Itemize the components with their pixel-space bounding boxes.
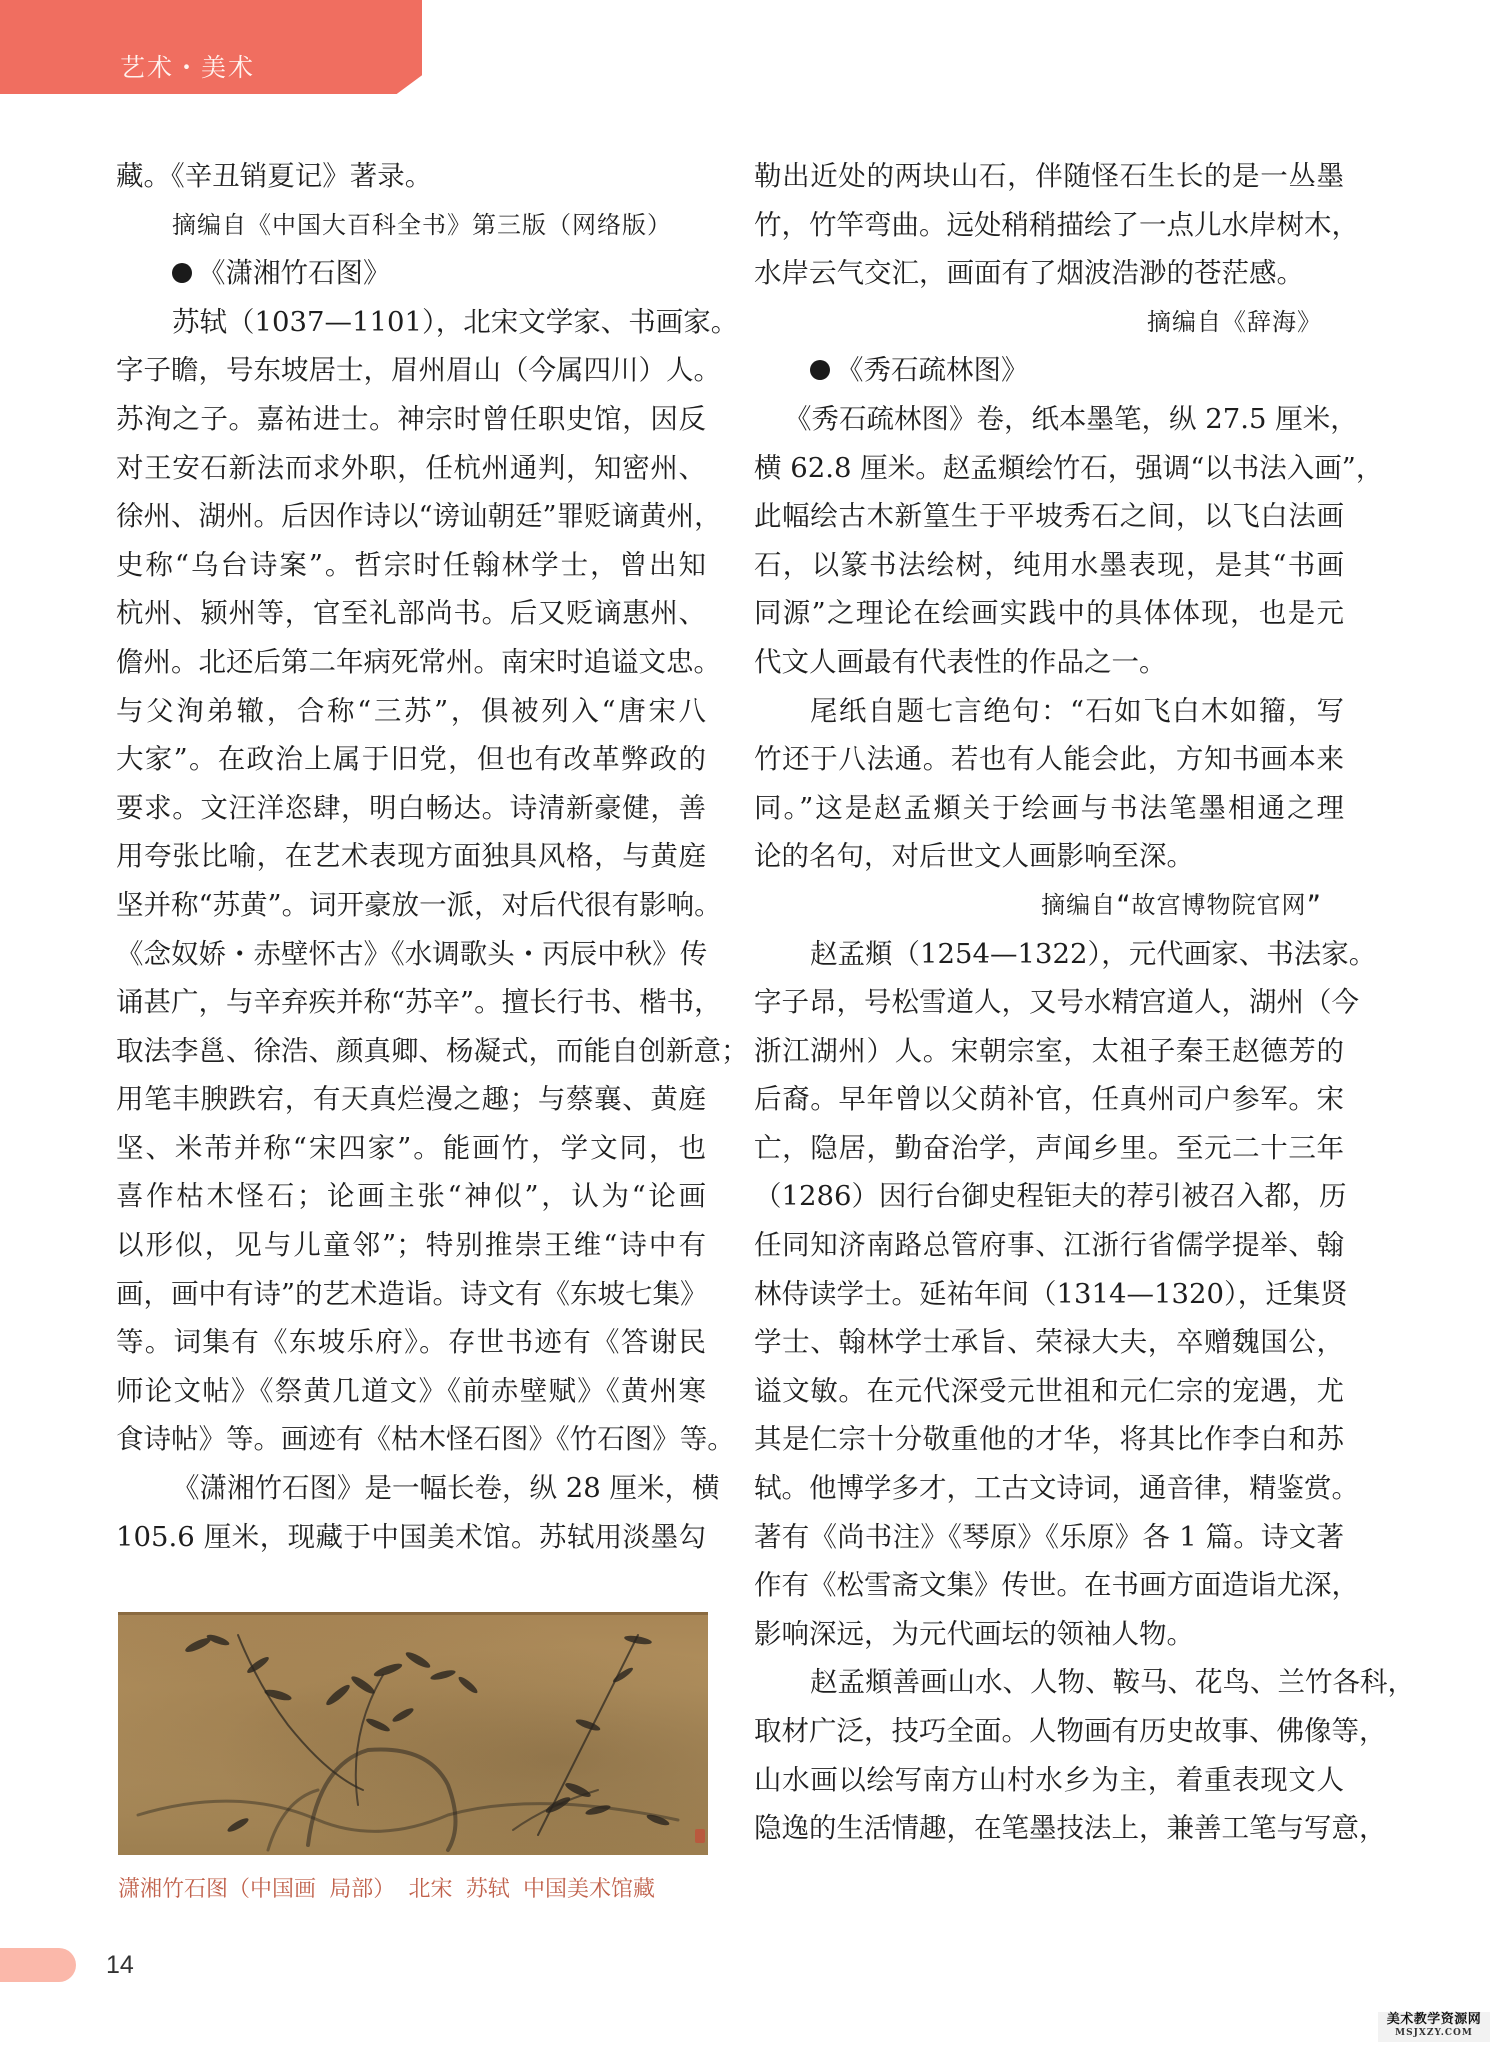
text-line: 尾纸自题七言绝句：“石如飞白木如籀，写 [810,694,1344,727]
figure-caption: 潇湘竹石图（中国画 局部） 北宋 苏轼 中国美术馆藏 [118,1877,655,1902]
text-line: 字子瞻，号东坡居士，眉州眉山（今属四川）人。 [116,354,721,387]
text-line: 竹还于八法通。若也有人能会此，方知书画本来 [754,743,1344,776]
text-line: 勒出近处的两块山石，伴随怪石生长的是一丛墨 [754,160,1344,192]
text-line: 学士、翰林学士承旨、荣禄大夫，卒赠魏国公， [754,1326,1344,1359]
text-line: 喜作枯木怪石；论画主张“神似”，认为“论画 [116,1180,706,1213]
text-line: 苏轼（1037—1101），北宋文学家、书画家。 [172,305,739,338]
text-line: 同。”这是赵孟頫关于绘画与书法笔墨相通之理 [754,791,1344,824]
text-line: 林侍读学士。延祐年间（1314—1320），迁集贤 [754,1277,1348,1310]
section-heading [116,249,706,298]
text-line: 藏。《辛丑销夏记》著录。 [116,160,433,192]
text-line: 坚、米芾并称“宋四家”。能画竹，学文同，也 [116,1131,706,1164]
text-line: 水岸云气交汇，画面有了烟波浩渺的苍茫感。 [754,257,1304,290]
text-line: 任同知济南路总管府事、江浙行省儒学提举、翰 [754,1229,1344,1262]
text-line: （1286）因行台御史程钜夫的荐引被召入都，历 [754,1180,1347,1213]
painting-illustration [118,1615,708,1855]
source-citation: 摘编自《中国大百科全书》第三版（网络版） [172,210,672,239]
text-line: 苏洵之子。嘉祐进士。神宗时曾任职史馆，因反 [116,402,706,435]
text-line: 诵甚广，与辛弃疾并称“苏辛”。擅长行书、楷书， [116,986,722,1019]
bullet-icon [172,263,192,283]
text-line: 亡，隐居，勤奋治学，声闻乡里。至元二十三年 [754,1131,1344,1164]
text-line: 此幅绘古木新篁生于平坡秀石之间，以飞白法画 [754,500,1344,533]
text-line: 史称“乌台诗案”。哲宗时任翰林学士，曾出知 [116,548,706,581]
text-line: 论的名句，对后世文人画影响至深。 [754,840,1194,873]
heading-text: 《秀石疏林图》 [836,354,1029,387]
text-line: 食诗帖》等。画迹有《枯木怪石图》《竹石图》等。 [116,1423,735,1456]
text-line: 取法李邕、徐浩、颜真卿、杨凝式，而能自创新意； [116,1034,749,1067]
text-line: 山水画以绘写南方山村水乡为主，着重表现文人 [754,1763,1344,1796]
text-line: 浙江湖州）人。宋朝宗室，太祖子秦王赵德芳的 [754,1034,1344,1067]
text-line: 同源”之理论在绘画实践中的具体体现，也是元 [754,597,1344,630]
text-line: 等。词集有《东坡乐府》。存世书迹有《答谢民 [116,1326,706,1359]
text-line: 《念奴娇・赤壁怀古》《水调歌头・丙辰中秋》传 [116,937,708,970]
text-line: 取材广泛，技巧全面。人物画有历史故事、佛像等， [754,1715,1387,1747]
page-number: 14 [106,1951,134,1979]
text-line: 隐逸的生活情趣，在笔墨技法上，兼善工笔与写意， [754,1812,1387,1845]
red-seal [695,1829,705,1843]
text-line: 后裔。早年曾以父荫补官，任真州司户参军。宋 [754,1083,1344,1116]
text-line: 赵孟頫善画山水、人物、鞍马、花鸟、兰竹各科， [810,1666,1415,1699]
text-line: 对王安石新法而求外职，任杭州通判，知密州、 [116,451,706,484]
text-line: 坚并称“苏黄”。词开豪放一派，对后代很有影响。 [116,888,722,921]
section-title: 艺术・美术 [120,53,256,82]
text-line: 《潇湘竹石图》是一幅长卷，纵 28 厘米，横 [172,1472,720,1505]
watermark-logo [1378,2012,1490,2042]
text-line: 谥文敏。在元代深受元世祖和元仁宗的宠遇，尤 [754,1374,1344,1407]
section-heading [754,346,1344,395]
watermark-en: MSJXZY.COM [1395,2028,1473,2038]
text-line: 用笔丰腴跌宕，有天真烂漫之趣；与蔡襄、黄庭 [116,1083,706,1116]
text-line: 大家”。在政治上属于旧党，但也有改革弊政的 [116,743,706,776]
right-column [754,152,1415,1853]
text-line: 徐州、湖州。后因作诗以“谤讪朝廷”罪贬谪黄州， [116,500,722,533]
text-line: 要求。文汪洋恣肆，明白畅达。诗清新豪健，善 [116,791,706,824]
text-line: 师论文帖》《祭黄几道文》《前赤壁赋》《黄州寒 [116,1374,706,1407]
text-line: 其是仁宗十分敬重他的才华，将其比作李白和苏 [754,1423,1344,1456]
text-line: 石，以篆书法绘树，纯用水墨表现，是其“书画 [754,548,1344,581]
text-line: 赵孟頫（1254—1322），元代画家、书法家。 [810,937,1377,970]
text-line: 著有《尚书注》《琴原》《乐原》各 1 篇。诗文著 [754,1520,1344,1553]
source-citation: 摘编自“故宫博物院官网” [1041,890,1322,919]
text-line: 作有《松雪斋文集》传世。在书画方面造诣尤深， [754,1569,1359,1602]
left-column [116,152,749,1561]
text-line: 竹，竹竿弯曲。远处稍稍描绘了一点儿水岸树木， [754,208,1359,241]
text-line: 《秀石疏林图》卷，纸本墨笔，纵 27.5 厘米， [784,402,1358,435]
text-line: 用夸张比喻，在艺术表现方面独具风格，与黄庭 [116,840,706,873]
painting-xiaoxiang-bamboo-rock [118,1612,708,1855]
text-line: 字子昂，号松雪道人，又号水精宫道人，湖州（今 [754,986,1359,1019]
text-line: 杭州、颍州等，官至礼部尚书。后又贬谪惠州、 [116,597,706,630]
watermark-cn: 美术教学资源网 [1386,2012,1482,2027]
text-line: 与父洵弟辙，合称“三苏”，俱被列入“唐宋八 [116,694,706,727]
text-line: 儋州。北还后第二年病死常州。南宋时追谥文忠。 [116,645,721,678]
text-line: 以形似，见与儿童邻”；特别推崇王维“诗中有 [116,1229,706,1262]
text-line: 影响深远，为元代画坛的领袖人物。 [754,1617,1194,1650]
text-line: 105.6 厘米，现藏于中国美术馆。苏轼用淡墨勾 [116,1520,706,1553]
text-line: 轼。他博学多才，工古文诗词，通音律，精鉴赏。 [754,1472,1359,1505]
text-line: 横 62.8 厘米。赵孟頫绘竹石，强调“以书法入画”， [754,451,1384,484]
text-line: 代文人画最有代表性的作品之一。 [754,645,1167,678]
source-citation: 摘编自《辞海》 [1147,307,1322,336]
heading-text: 《潇湘竹石图》 [198,257,391,290]
page-tab-decoration [0,1948,76,1982]
bullet-icon [810,360,830,380]
text-line: 画，画中有诗”的艺术造诣。诗文有《东坡七集》 [116,1277,708,1310]
